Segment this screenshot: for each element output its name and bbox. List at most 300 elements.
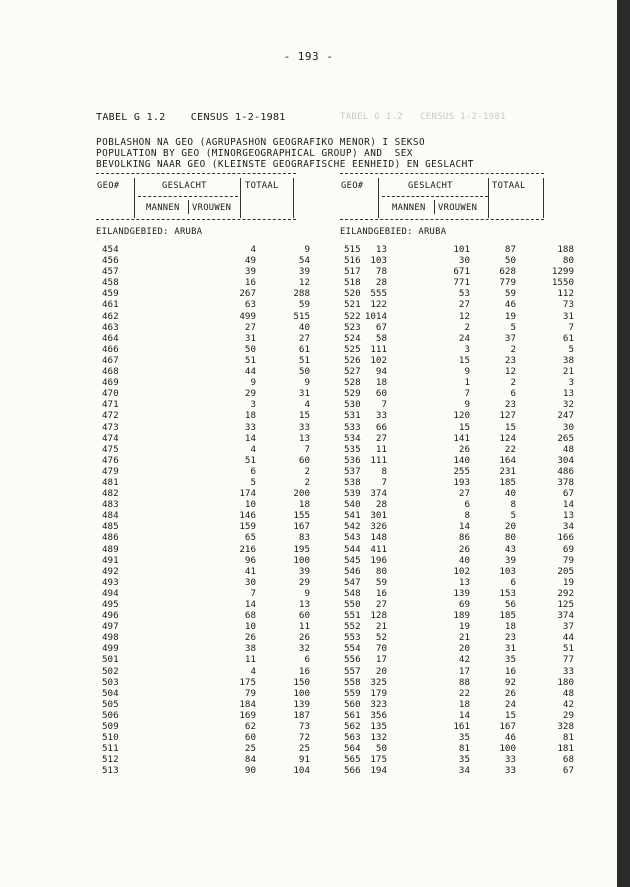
table-row <box>340 610 574 622</box>
mannen-cell: 15 <box>458 421 470 433</box>
geo-cell: 533 <box>344 421 361 433</box>
mannen-cell: 39 <box>244 266 256 278</box>
vrouwen-cell: 46 <box>504 299 516 311</box>
totaal-cell: 48 <box>562 443 574 455</box>
geo-cell: 484 <box>102 510 119 522</box>
geo-cell: 523 <box>344 321 361 333</box>
totaal-cell: 67 <box>562 765 574 777</box>
totaal-cell: 61 <box>562 332 574 344</box>
totaal-cell: 60 <box>375 388 387 400</box>
geo-cell: 546 <box>344 565 361 577</box>
geo-cell: 547 <box>344 576 361 588</box>
geo-cell: 527 <box>344 366 361 378</box>
totaal-cell: 21 <box>562 366 574 378</box>
mannen-cell: 26 <box>244 632 256 644</box>
totaal-cell: 326 <box>370 521 387 533</box>
vrouwen-cell: 40 <box>504 488 516 500</box>
mannen-cell: 5 <box>250 476 256 488</box>
geo-cell: 511 <box>102 743 119 755</box>
totaal-cell: 37 <box>562 621 574 633</box>
geo-cell: 526 <box>344 354 361 366</box>
header-mid-rule-right <box>382 196 488 197</box>
mannen-cell: 53 <box>458 288 470 300</box>
table-row <box>340 321 574 333</box>
totaal-cell: 194 <box>370 765 387 777</box>
totaal-cell: 102 <box>370 354 387 366</box>
vrouwen-cell: 59 <box>504 288 516 300</box>
totaal-cell: 52 <box>375 632 387 644</box>
table-row <box>340 299 574 311</box>
geo-cell: 459 <box>102 288 119 300</box>
mannen-cell: 9 <box>250 377 256 389</box>
table-row <box>340 488 574 500</box>
header-vrouwen-left: VROUWEN <box>192 203 232 213</box>
totaal-cell: 73 <box>562 299 574 311</box>
geo-cell: 524 <box>344 332 361 344</box>
vrouwen-cell: 37 <box>504 332 516 344</box>
vrouwen-cell: 18 <box>298 499 310 511</box>
mannen-cell: 51 <box>244 354 256 366</box>
totaal-cell: 7 <box>381 399 387 411</box>
mannen-cell: 50 <box>244 343 256 355</box>
geo-cell: 454 <box>102 244 119 255</box>
mannen-cell: 8 <box>464 510 470 522</box>
mannen-cell: 10 <box>244 499 256 511</box>
vrouwen-cell: 31 <box>504 643 516 655</box>
mannen-cell: 7 <box>464 388 470 400</box>
vrouwen-cell: 54 <box>298 255 310 267</box>
mannen-cell: 216 <box>239 543 256 555</box>
totaal-cell: 18 <box>375 377 387 389</box>
totaal-cell: 79 <box>562 554 574 566</box>
totaal-cell: 247 <box>557 410 574 422</box>
geo-cell: 528 <box>344 377 361 389</box>
mannen-cell: 9 <box>464 366 470 378</box>
table-row <box>340 277 574 289</box>
geo-cell: 562 <box>344 721 361 733</box>
vrouwen-cell: 92 <box>504 676 516 688</box>
totaal-cell: 67 <box>562 488 574 500</box>
table-row <box>340 266 574 278</box>
vrouwen-cell: 15 <box>298 410 310 422</box>
geo-cell: 542 <box>344 521 361 533</box>
totaal-cell: 33 <box>562 665 574 677</box>
geo-cell: 475 <box>102 443 119 455</box>
geo-cell: 558 <box>344 676 361 688</box>
totaal-cell: 13 <box>562 388 574 400</box>
header-divider <box>378 178 379 218</box>
table-row <box>340 454 574 466</box>
mannen-cell: 20 <box>458 643 470 655</box>
region-label-left: EILANDGEBIED: ARUBA <box>96 227 203 237</box>
geo-cell: 520 <box>344 288 361 300</box>
vrouwen-cell: 515 <box>293 310 310 322</box>
vrouwen-cell: 5 <box>510 510 516 522</box>
mannen-cell: 120 <box>453 410 470 422</box>
mannen-cell: 184 <box>239 698 256 710</box>
totaal-cell: 69 <box>562 543 574 555</box>
totaal-cell: 378 <box>557 476 574 488</box>
vrouwen-cell: 139 <box>293 698 310 710</box>
table-row <box>340 732 574 744</box>
vrouwen-cell: 127 <box>499 410 516 422</box>
totaal-cell: 180 <box>557 676 574 688</box>
vrouwen-cell: 185 <box>499 610 516 622</box>
geo-cell: 522 <box>344 310 361 322</box>
totaal-cell: 29 <box>562 709 574 721</box>
totaal-cell: 122 <box>370 299 387 311</box>
mannen-cell: 140 <box>453 454 470 466</box>
totaal-cell: 374 <box>370 488 387 500</box>
mannen-cell: 4 <box>250 443 256 455</box>
totaal-cell: 148 <box>370 532 387 544</box>
vrouwen-cell: 9 <box>304 587 310 599</box>
mannen-cell: 19 <box>458 621 470 633</box>
mannen-cell: 27 <box>458 299 470 311</box>
geo-cell: 470 <box>102 388 119 400</box>
mannen-cell: 6 <box>250 465 256 477</box>
table-row <box>340 543 574 555</box>
mannen-cell: 27 <box>458 488 470 500</box>
table-row <box>340 532 574 544</box>
vrouwen-cell: 185 <box>499 476 516 488</box>
vrouwen-cell: 288 <box>293 288 310 300</box>
mannen-cell: 40 <box>458 554 470 566</box>
totaal-cell: 77 <box>562 654 574 666</box>
vrouwen-cell: 167 <box>293 521 310 533</box>
table-row <box>340 676 574 688</box>
geo-cell: 494 <box>102 587 119 599</box>
mannen-cell: 3 <box>464 343 470 355</box>
geo-cell: 516 <box>344 255 361 267</box>
vrouwen-cell: 83 <box>298 532 310 544</box>
mannen-cell: 771 <box>453 277 470 289</box>
vrouwen-cell: 6 <box>304 654 310 666</box>
vrouwen-cell: 61 <box>298 343 310 355</box>
totaal-cell: 16 <box>375 587 387 599</box>
mannen-cell: 102 <box>453 565 470 577</box>
geo-cell: 548 <box>344 587 361 599</box>
geo-cell: 556 <box>344 654 361 666</box>
vrouwen-cell: 33 <box>504 754 516 766</box>
table-row <box>340 343 574 355</box>
mannen-cell: 42 <box>458 654 470 666</box>
totaal-cell: 28 <box>375 277 387 289</box>
totaal-cell: 44 <box>562 632 574 644</box>
geo-cell: 513 <box>102 765 119 777</box>
table-row <box>340 288 574 300</box>
table-row <box>340 332 574 344</box>
heading-line-2: POPULATION BY GEO (MINORGEOGRAPHICAL GROUP) AND SEX <box>96 148 413 159</box>
table-row <box>340 499 574 511</box>
vrouwen-cell: 15 <box>504 709 516 721</box>
header-divider <box>543 178 544 218</box>
geo-cell: 561 <box>344 709 361 721</box>
geo-cell: 534 <box>344 432 361 444</box>
totaal-cell: 325 <box>370 676 387 688</box>
mannen-cell: 169 <box>239 709 256 721</box>
mannen-cell: 7 <box>250 587 256 599</box>
geo-cell: 476 <box>102 454 119 466</box>
geo-cell: 463 <box>102 321 119 333</box>
totaal-cell: 33 <box>375 410 387 422</box>
vrouwen-cell: 23 <box>504 399 516 411</box>
table-row <box>340 565 574 577</box>
vrouwen-cell: 153 <box>499 587 516 599</box>
vrouwen-cell: 5 <box>510 321 516 333</box>
mannen-cell: 14 <box>458 521 470 533</box>
vrouwen-cell: 29 <box>298 576 310 588</box>
header-geslacht-left: GESLACHT <box>162 181 207 191</box>
vrouwen-cell: 56 <box>504 599 516 610</box>
geo-cell: 538 <box>344 476 361 488</box>
geo-cell: 486 <box>102 532 119 544</box>
mannen-cell: 24 <box>458 332 470 344</box>
mannen-cell: 62 <box>244 721 256 733</box>
totaal-cell: 32 <box>562 399 574 411</box>
geo-cell: 471 <box>102 399 119 411</box>
table-row <box>340 510 574 522</box>
mannen-cell: 146 <box>239 510 256 522</box>
totaal-cell: 81 <box>562 732 574 744</box>
geo-cell: 474 <box>102 432 119 444</box>
mannen-cell: 86 <box>458 532 470 544</box>
vrouwen-cell: 73 <box>298 721 310 733</box>
vrouwen-cell: 18 <box>504 621 516 633</box>
mannen-cell: 9 <box>464 399 470 411</box>
vrouwen-cell: 150 <box>293 676 310 688</box>
totaal-cell: 128 <box>370 610 387 622</box>
totaal-cell: 5 <box>568 343 574 355</box>
vrouwen-cell: 100 <box>293 687 310 699</box>
geo-cell: 473 <box>102 421 119 433</box>
table-row <box>340 743 574 755</box>
vrouwen-cell: 50 <box>298 366 310 378</box>
mannen-cell: 139 <box>453 587 470 599</box>
header-divider <box>488 178 489 218</box>
geo-cell: 464 <box>102 332 119 344</box>
totaal-cell: 304 <box>557 454 574 466</box>
totaal-cell: 175 <box>370 754 387 766</box>
totaal-cell: 125 <box>557 599 574 610</box>
geo-cell: 466 <box>102 343 119 355</box>
totaal-cell: 323 <box>370 698 387 710</box>
geo-cell: 505 <box>102 698 119 710</box>
geo-cell: 489 <box>102 543 119 555</box>
table-row <box>340 521 574 533</box>
vrouwen-cell: 100 <box>499 743 516 755</box>
geo-cell: 458 <box>102 277 119 289</box>
totaal-cell: 328 <box>557 721 574 733</box>
table-row <box>340 665 574 677</box>
mannen-cell: 4 <box>250 665 256 677</box>
geo-cell: 501 <box>102 654 119 666</box>
mannen-cell: 161 <box>453 721 470 733</box>
table-row <box>340 754 574 766</box>
vrouwen-cell: 9 <box>304 244 310 255</box>
mannen-cell: 6 <box>464 499 470 511</box>
mannen-cell: 14 <box>244 599 256 610</box>
vrouwen-cell: 15 <box>504 421 516 433</box>
scan-edge <box>617 0 630 887</box>
geo-cell: 535 <box>344 443 361 455</box>
vrouwen-cell: 124 <box>499 432 516 444</box>
totaal-cell: 66 <box>375 421 387 433</box>
geo-cell: 539 <box>344 488 361 500</box>
table-row <box>340 654 574 666</box>
totaal-cell: 486 <box>557 465 574 477</box>
mannen-cell: 15 <box>458 354 470 366</box>
totaal-cell: 356 <box>370 709 387 721</box>
totaal-cell: 112 <box>557 288 574 300</box>
mannen-cell: 44 <box>244 366 256 378</box>
vrouwen-cell: 39 <box>298 565 310 577</box>
geo-cell: 530 <box>344 399 361 411</box>
geo-cell: 560 <box>344 698 361 710</box>
totaal-cell: 8 <box>381 465 387 477</box>
vrouwen-cell: 13 <box>298 599 310 610</box>
table-row <box>340 599 574 610</box>
mannen-cell: 18 <box>458 698 470 710</box>
table-row <box>340 410 574 422</box>
vrouwen-cell: 80 <box>504 532 516 544</box>
vrouwen-cell: 164 <box>499 454 516 466</box>
table-row <box>340 244 574 255</box>
totaal-cell: 179 <box>370 687 387 699</box>
geo-cell: 531 <box>344 410 361 422</box>
table-row <box>340 255 574 267</box>
geo-cell: 495 <box>102 599 119 610</box>
mannen-cell: 90 <box>244 765 256 777</box>
mannen-cell: 60 <box>244 732 256 744</box>
geo-cell: 521 <box>344 299 361 311</box>
totaal-cell: 51 <box>562 643 574 655</box>
header-totaal-left: TOTAAL <box>245 181 279 191</box>
mannen-cell: 193 <box>453 476 470 488</box>
table-row <box>340 709 574 721</box>
totaal-cell: 292 <box>557 587 574 599</box>
vrouwen-cell: 2 <box>304 476 310 488</box>
table-row <box>340 576 574 588</box>
mannen-cell: 88 <box>458 676 470 688</box>
mannen-cell: 22 <box>458 687 470 699</box>
vrouwen-cell: 19 <box>504 310 516 322</box>
mannen-cell: 26 <box>458 543 470 555</box>
vrouwen-cell: 167 <box>499 721 516 733</box>
geo-cell: 496 <box>102 610 119 622</box>
vrouwen-cell: 22 <box>504 443 516 455</box>
vrouwen-cell: 16 <box>504 665 516 677</box>
vrouwen-cell: 33 <box>504 765 516 777</box>
table-row <box>340 476 574 488</box>
table-row <box>340 399 574 411</box>
geo-cell: 563 <box>344 732 361 744</box>
header-vrouwen-right: VROUWEN <box>438 203 478 213</box>
geo-cell: 540 <box>344 499 361 511</box>
table-row <box>340 354 574 366</box>
header-mannen-left: MANNEN <box>146 203 180 213</box>
page-number: - 193 - <box>283 50 334 63</box>
mannen-cell: 159 <box>239 521 256 533</box>
totaal-cell: 21 <box>375 621 387 633</box>
table-row <box>340 310 574 322</box>
totaal-cell: 68 <box>562 754 574 766</box>
geo-cell: 515 <box>344 244 361 255</box>
header-geo-right: GEO# <box>341 181 364 191</box>
heading-line-1: POBLASHON NA GEO (AGRUPASHON GEOGRAFIKO MENOR) I SEKSO <box>96 137 426 148</box>
header-bottom-rule-right <box>340 219 544 220</box>
header-totaal-right: TOTAAL <box>492 181 526 191</box>
vrouwen-cell: 2 <box>510 343 516 355</box>
geo-cell: 479 <box>102 465 119 477</box>
table-row <box>340 465 574 477</box>
geo-cell: 557 <box>344 665 361 677</box>
vrouwen-cell: 13 <box>298 432 310 444</box>
mannen-cell: 2 <box>464 321 470 333</box>
totaal-cell: 34 <box>562 521 574 533</box>
mannen-cell: 255 <box>453 465 470 477</box>
vrouwen-cell: 33 <box>298 421 310 433</box>
vrouwen-cell: 39 <box>298 266 310 278</box>
totaal-cell: 135 <box>370 721 387 733</box>
totaal-cell: 17 <box>375 654 387 666</box>
vrouwen-cell: 103 <box>499 565 516 577</box>
geo-cell: 541 <box>344 510 361 522</box>
geo-cell: 510 <box>102 732 119 744</box>
totaal-cell: 181 <box>557 743 574 755</box>
mannen-cell: 69 <box>458 599 470 610</box>
totaal-cell: 411 <box>370 543 387 555</box>
totaal-cell: 59 <box>375 576 387 588</box>
geo-cell: 481 <box>102 476 119 488</box>
vrouwen-cell: 200 <box>293 488 310 500</box>
geo-cell: 545 <box>344 554 361 566</box>
mannen-cell: 30 <box>244 576 256 588</box>
geo-cell: 536 <box>344 454 361 466</box>
header-geo-left: GEO# <box>97 181 120 191</box>
vrouwen-cell: 39 <box>504 554 516 566</box>
header-mid-rule-left <box>138 196 238 197</box>
mannen-cell: 14 <box>244 432 256 444</box>
vrouwen-cell: 60 <box>298 610 310 622</box>
vrouwen-cell: 23 <box>504 354 516 366</box>
geo-cell: 503 <box>102 676 119 688</box>
vrouwen-cell: 35 <box>504 654 516 666</box>
totaal-cell: 38 <box>562 354 574 366</box>
vrouwen-cell: 32 <box>298 643 310 655</box>
vrouwen-cell: 8 <box>510 499 516 511</box>
mannen-cell: 68 <box>244 610 256 622</box>
mannen-cell: 12 <box>458 310 470 322</box>
vrouwen-cell: 4 <box>304 399 310 411</box>
vrouwen-cell: 16 <box>298 665 310 677</box>
header-divider <box>240 178 241 218</box>
mannen-cell: 174 <box>239 488 256 500</box>
totaal-cell: 50 <box>375 743 387 755</box>
table-row <box>340 388 574 400</box>
totaal-cell: 374 <box>557 610 574 622</box>
vrouwen-cell: 100 <box>293 554 310 566</box>
totaal-cell: 555 <box>370 288 387 300</box>
header-geslacht-right: GESLACHT <box>408 181 453 191</box>
vrouwen-cell: 187 <box>293 709 310 721</box>
vrouwen-cell: 195 <box>293 543 310 555</box>
totaal-cell: 132 <box>370 732 387 744</box>
mannen-cell: 38 <box>244 643 256 655</box>
geo-cell: 525 <box>344 343 361 355</box>
totaal-cell: 80 <box>375 565 387 577</box>
totaal-cell: 31 <box>562 310 574 322</box>
